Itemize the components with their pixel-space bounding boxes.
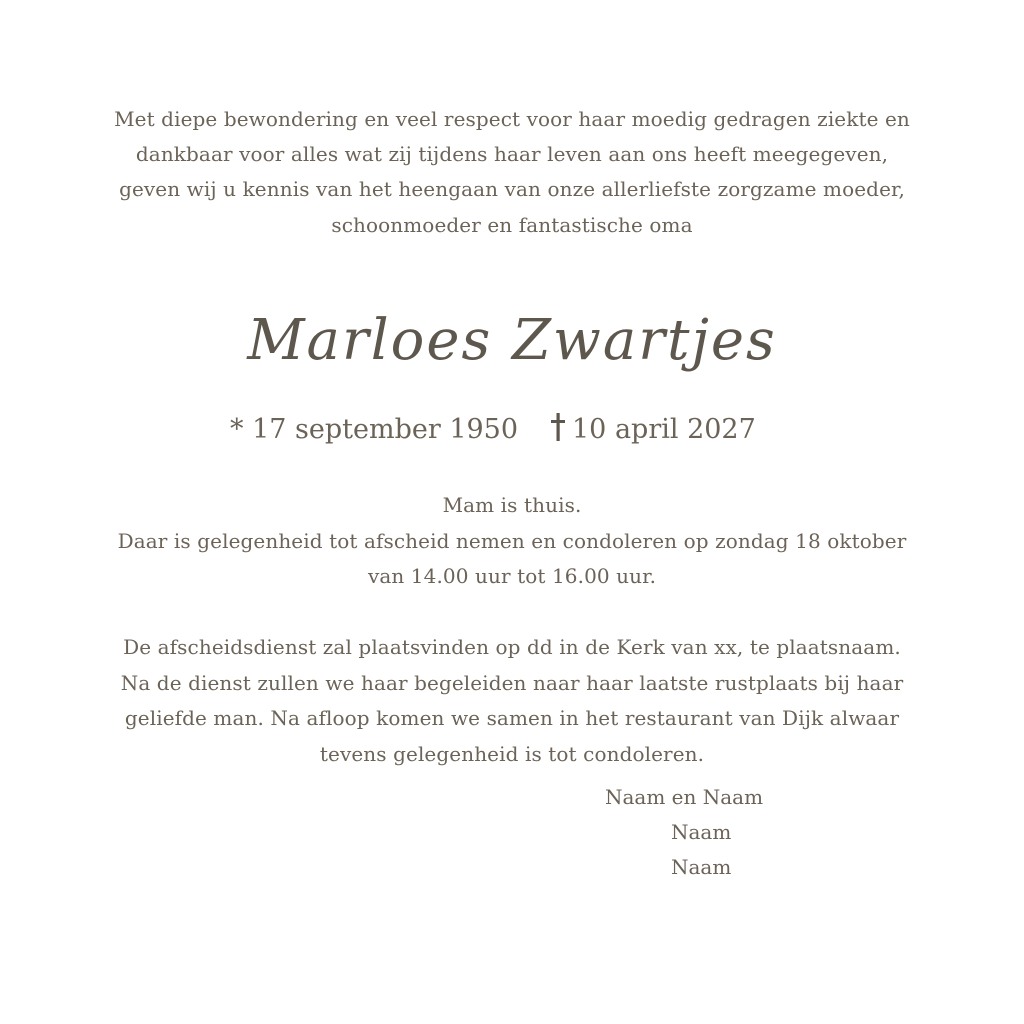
signatory: Naam: [671, 820, 732, 844]
intro-line: dankbaar voor alles wat zij tijdens haar leven aan ons heeft meegegeven,: [135, 142, 889, 166]
birth-date: * 17 september 1950: [230, 414, 519, 445]
service-line: De afscheidsdienst zal plaatsvinden op dd in de Kerk van xx, te plaatsnaam.: [123, 635, 901, 659]
service-line: geliefde man. Na afloop komen we samen in het restaurant van Dijk alwaar: [124, 706, 900, 730]
visitation-line: Mam is thuis.: [442, 493, 582, 517]
signatory: Naam: [671, 855, 732, 879]
visitation-line: Daar is gelegenheid tot afscheid nemen en condoleren op zondag 18 oktober: [117, 529, 907, 553]
death-date: 10 april 2027: [572, 414, 756, 445]
service-line: tevens gelegenheid is tot condoleren.: [319, 742, 705, 766]
visitation-line: van 14.00 uur tot 16.00 uur.: [367, 564, 657, 588]
intro-line: schoonmoeder en fantastische oma: [331, 213, 693, 237]
intro-line: Met diepe bewondering en veel respect voor haar moedig gedragen ziekte en: [114, 107, 910, 131]
intro-line: geven wij u kennis van het heengaan van onze allerliefste zorgzame moeder,: [119, 177, 905, 201]
service-line: Na de dienst zullen we haar begeleiden naar haar laatste rustplaats bij haar: [120, 671, 904, 695]
cross-icon: [550, 412, 566, 442]
signatory: Naam en Naam: [605, 785, 764, 809]
death-date-group: [550, 410, 756, 450]
deceased-name: Marloes Zwartjes: [247, 308, 777, 373]
